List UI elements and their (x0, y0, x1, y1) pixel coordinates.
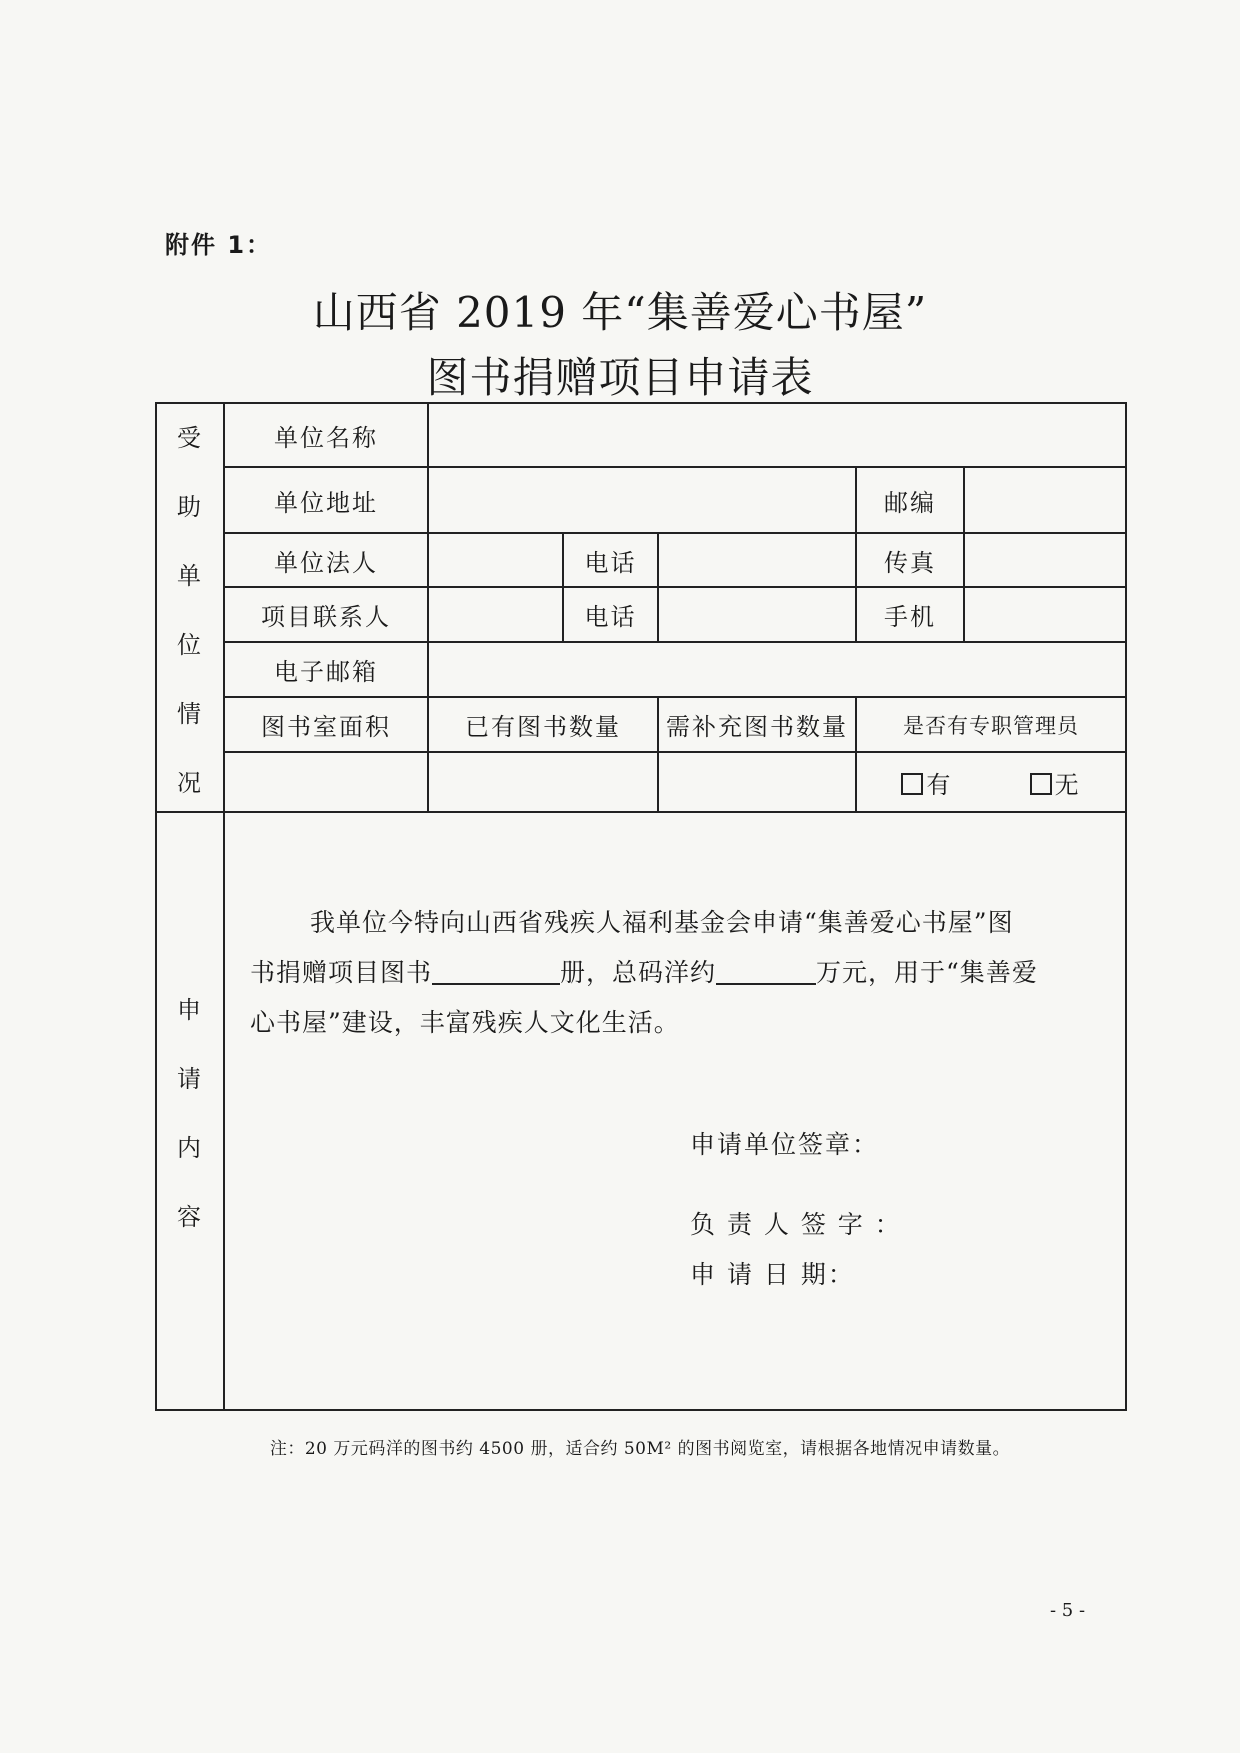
legal-rep-field[interactable] (428, 533, 563, 587)
phone-field[interactable] (658, 533, 856, 587)
page-subtitle: 图书捐赠项目申请表 (426, 353, 814, 402)
unit-name-label: 单位名称 (224, 403, 428, 467)
value-blank[interactable] (716, 959, 816, 985)
email-field[interactable] (428, 642, 1126, 697)
footnote: 注：20 万元码洋的图书约 4500 册，适合约 50M² 的图书阅览室，请根据各地情况申请数量。 (269, 1439, 1011, 1459)
book-count-blank[interactable] (432, 959, 560, 985)
books-needed-field[interactable] (658, 752, 856, 812)
email-label: 电子邮箱 (224, 642, 428, 697)
fax-field[interactable] (964, 533, 1126, 587)
section-application-label: 申 请 内 容 (156, 812, 224, 1410)
date-label: 申 请 日 期： (690, 1260, 855, 1289)
fax-label: 传真 (856, 533, 964, 587)
page-title: 山西省 2019 年“集善爱心书屋” (312, 288, 928, 337)
contact-label: 项目联系人 (224, 587, 428, 642)
mobile-label: 手机 (856, 587, 964, 642)
legal-rep-label: 单位法人 (224, 533, 428, 587)
signer-label: 负 责 人 签 字 ： (690, 1210, 902, 1239)
postcode-field[interactable] (964, 467, 1126, 533)
option-yes[interactable]: 有 (901, 771, 952, 799)
existing-books-label: 已有图书数量 (428, 697, 658, 752)
mobile-field[interactable] (964, 587, 1126, 642)
has-manager-label: 是否有专职管理员 (856, 697, 1126, 752)
unit-name-field[interactable] (428, 403, 1126, 467)
application-statement: 我单位今特向山西省残疾人福利基金会申请“集善爱心书屋”图 书捐赠项目图书 册，总码洋约 万元，用于“集善爱 心书屋”建设，丰富残疾人文化生活。 (250, 908, 1038, 1037)
section-recipient-label: 受 助 单 位 情 况 (156, 403, 224, 812)
has-manager-options (856, 752, 1126, 812)
books-needed-label: 需补充图书数量 (658, 697, 856, 752)
contact-field[interactable] (428, 587, 563, 642)
phone2-field[interactable] (658, 587, 856, 642)
existing-books-field[interactable] (428, 752, 658, 812)
checkbox-yes-icon[interactable] (901, 773, 923, 795)
attachment-label: 附件 1： (165, 231, 273, 259)
phone2-label: 电话 (563, 587, 658, 642)
seal-label: 申请单位签章： (690, 1130, 880, 1159)
unit-address-label: 单位地址 (224, 467, 428, 533)
library-area-field[interactable] (224, 752, 428, 812)
application-form-table (155, 402, 1127, 1411)
unit-address-field[interactable] (428, 467, 856, 533)
postcode-label: 邮编 (856, 467, 964, 533)
application-content (224, 812, 1126, 1410)
phone-label: 电话 (563, 533, 658, 587)
page-number: - 5 - (1050, 1600, 1086, 1621)
checkbox-no-icon[interactable] (1030, 773, 1052, 795)
option-no[interactable]: 无 (1030, 771, 1081, 799)
library-area-label: 图书室面积 (224, 697, 428, 752)
